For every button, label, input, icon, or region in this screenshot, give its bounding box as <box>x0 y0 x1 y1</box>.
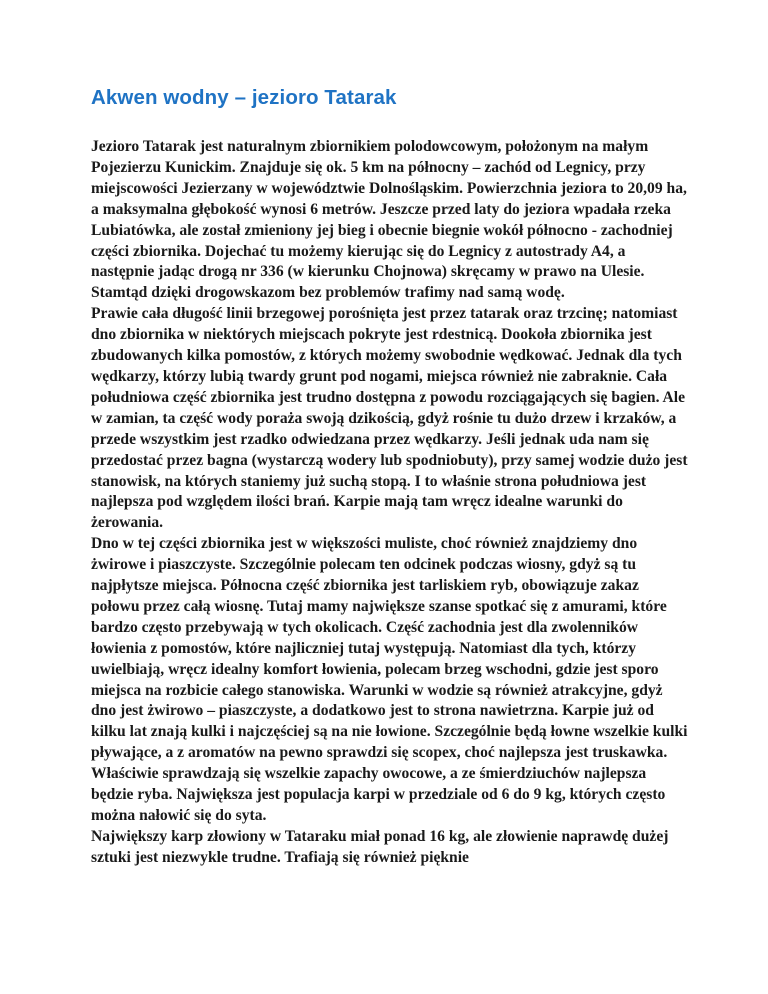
paragraph-record-carp: Największy karp złowiony w Tataraku miał ponad 16 kg, ale złowienie naprawdę dużej sztuki jest niezwykle trudne. Trafiają się również pięknie <box>91 827 669 866</box>
paragraph-shoreline: Prawie cała długość linii brzegowej porośnięta jest przez tatarak oraz trzcinę; natomiast dno zbiornika w niektórych miejscach pokryte jest rdestnicą. Dookoła zbiornika jest zbudowanych kilka pomostów, z których możemy swobodnie wędkować. Jednak dla tych wędkarzy, którzy lubią twardy grunt pod nogami, miejsca również nie zabraknie. Cała południowa część zbiornika jest trudno dostępna z powodu rozciągających się bagien. Ale w zamian, ta część wody poraża swoją dzikością, gdyż rośnie tu dużo drzew i krzaków, a przede wszystkim jest rzadko odwiedzana przez wędkarzy. Jeśli jednak uda nam się przedostać przez bagna (wystarczą wodery lub spodniobuty), przy samej wodzie dużo jest stanowisk, na których staniemy już suchą stopą. I to właśnie strona południowa jest najlepsza pod względem ilości brań. Karpie mają tam wręcz idealne warunki do żerowania. <box>91 305 688 532</box>
paragraph-bottom-and-baits: Dno w tej części zbiornika jest w większości muliste, choć również znajdziemy dno żwirowe i piaszczyste. Szczególnie polecam ten odcinek podczas wiosny, gdyż są tu najpłytsze miejsca. Północna część zbiornika jest tarliskiem ryb, obowiązuje zakaz połowu przez całą wiosnę. Tutaj mamy największe szanse spotkać się z amurami, które bardzo często przebywają w tych okolicach. Część zachodnia jest dla zwolenników łowienia z pomostów, które najliczniej tutaj występują. Natomiast dla tych, którzy uwielbiają, wręcz idealny komfort łowienia, polecam brzeg wschodni, gdzie jest sporo miejsca na rozbicie całego stanowiska. Warunki w wodzie są również atrakcyjne, gdyż dno jest żwirowo – piaszczyste, a dodatkowo jest to strona nawietrzna. Karpie już od kilku lat znają kulki i najczęściej są na nie łowione. Szczególnie będą łowne wszelkie kulki pływające, a z aromatów na pewno sprawdzi się scopex, choć najlepsza jest truskawka. Właściwie sprawdzają się wszelkie zapachy owocowe, a ze śmierdziuchów najlepsza będzie ryba. Największa jest populacja karpi w przedziale od 6 do 9 kg, których często można nałowić się do syta. <box>91 535 688 824</box>
document-body <box>91 137 691 869</box>
document-title: Akwen wodny – jezioro Tatarak <box>91 86 397 109</box>
paragraph-location: Jezioro Tatarak jest naturalnym zbiornikiem polodowcowym, położonym na małym Pojezierzu Kunickim. Znajduje się ok. 5 km na północny – zachód od Legnicy, przy miejscowości Jezierzany w województwie Dolnośląskim. Powierzchnia jeziora to 20,09 ha, a maksymalna głębokość wynosi 6 metrów. Jeszcze przed laty do jeziora wpadała rzeka Lubiatówka, ale został zmieniony jej bieg i obecnie biegnie wokół północno - zachodniej części zbiornika. Dojechać tu możemy kierując się do Legnicy z autostrady A4, a następnie jadąc drogą nr 336 (w kierunku Chojnowa) skręcamy w prawo na Ulesie. Stamtąd dzięki drogowskazom bez problemów trafimy nad samą wodę. <box>91 138 687 302</box>
